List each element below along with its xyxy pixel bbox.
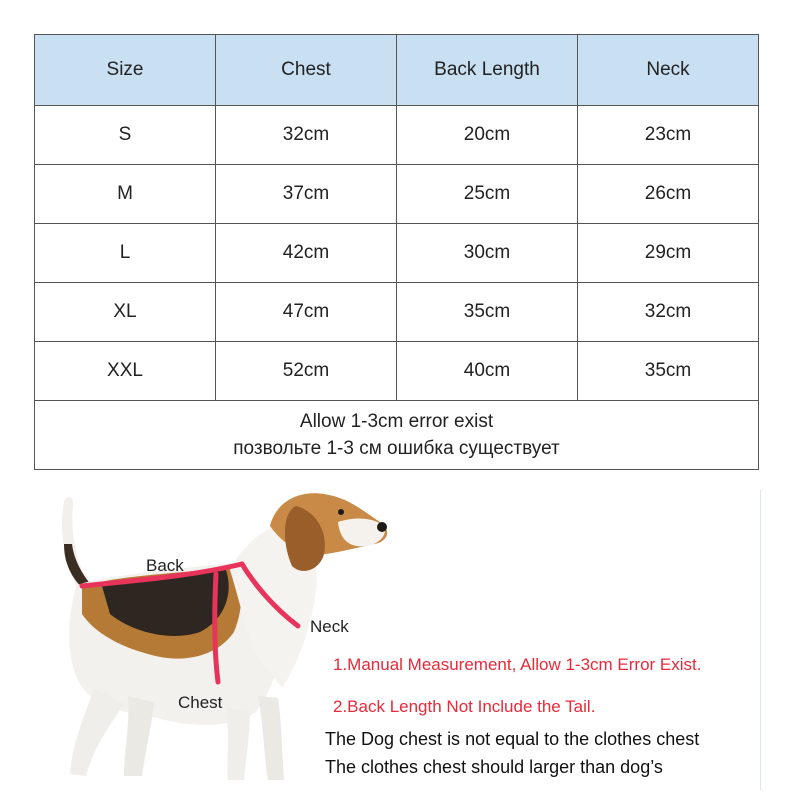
neck-cell: 35cm <box>578 342 759 401</box>
note-dog-chest: The Dog chest is not equal to the clothes chest <box>325 729 700 749</box>
chest-cell: 32cm <box>216 106 397 165</box>
dog-back-leg <box>70 688 124 776</box>
note-row <box>35 401 759 470</box>
header-chest: Chest <box>216 35 397 106</box>
header-row <box>35 35 759 106</box>
back-length-cell: 35cm <box>397 283 578 342</box>
back-length-cell: 40cm <box>397 342 578 401</box>
back-length-cell: 20cm <box>397 106 578 165</box>
error-note-russian: позвольте 1-3 см ошибка существует <box>233 438 560 459</box>
note-clothes-chest: The clothes chest should larger than dog’s <box>325 757 663 777</box>
size-cell: XL <box>35 283 216 342</box>
chest-cell: 37cm <box>216 165 397 224</box>
image-edge-divider <box>760 490 761 790</box>
chest-cell: 47cm <box>216 283 397 342</box>
neck-label: Neck <box>310 617 349 636</box>
size-chart-table <box>34 34 759 470</box>
table-row <box>35 342 759 401</box>
table-row <box>35 106 759 165</box>
back-length-cell: 30cm <box>397 224 578 283</box>
header-neck: Neck <box>578 35 759 106</box>
table-row <box>35 165 759 224</box>
neck-cell: 23cm <box>578 106 759 165</box>
header-size: Size <box>35 35 216 106</box>
chest-cell: 42cm <box>216 224 397 283</box>
dog-front-leg <box>226 708 250 780</box>
size-cell: L <box>35 224 216 283</box>
note-back-length: 2.Back Length Not Include the Tail. <box>333 697 596 716</box>
neck-cell: 26cm <box>578 165 759 224</box>
neck-cell: 29cm <box>578 224 759 283</box>
dog-back-leg-2 <box>124 696 154 776</box>
back-length-cell: 25cm <box>397 165 578 224</box>
neck-cell: 32cm <box>578 283 759 342</box>
size-cell: XXL <box>35 342 216 401</box>
table-row <box>35 224 759 283</box>
error-note-cell <box>35 401 759 470</box>
size-cell: S <box>35 106 216 165</box>
note-manual-measurement: 1.Manual Measurement, Allow 1-3cm Error Exist. <box>333 655 702 674</box>
back-label: Back <box>146 556 184 575</box>
header-back-length: Back Length <box>397 35 578 106</box>
dog-eye <box>338 509 344 515</box>
dog-nose <box>377 522 387 532</box>
size-cell: M <box>35 165 216 224</box>
error-note-english: Allow 1-3cm error exist <box>299 411 494 432</box>
chest-label: Chest <box>178 693 223 712</box>
chest-cell: 52cm <box>216 342 397 401</box>
table-row <box>35 283 759 342</box>
dog-front-leg-2 <box>258 696 284 780</box>
